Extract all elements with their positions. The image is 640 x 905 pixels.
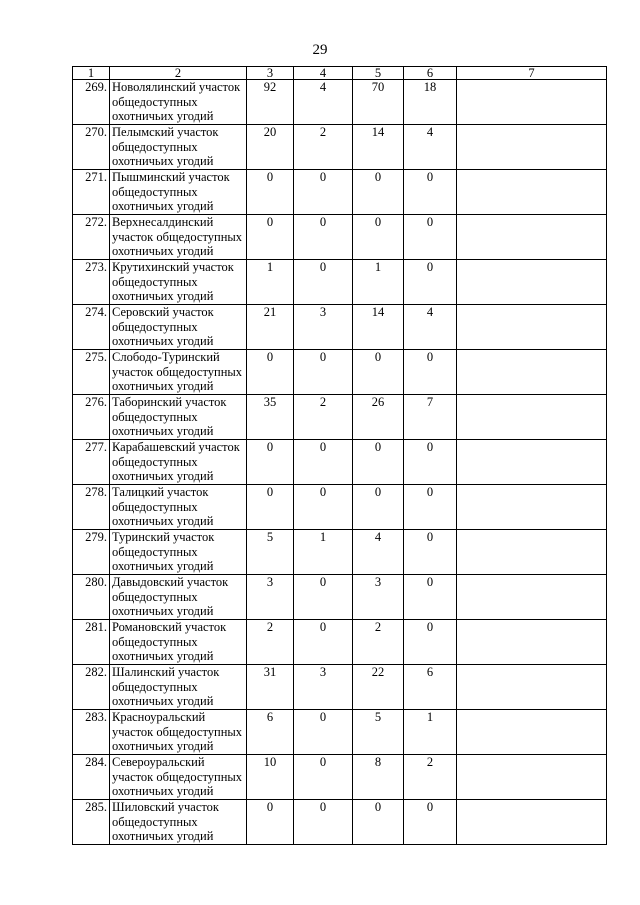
table-row	[73, 800, 607, 845]
value-cell: 0	[353, 800, 404, 845]
value-cell: 0	[247, 170, 294, 215]
value-cell: 0	[247, 485, 294, 530]
area-name-cell: Шалинский участок общедоступных охотничьих угодий	[110, 665, 247, 710]
table-row	[73, 620, 607, 665]
value-cell: 0	[294, 260, 353, 305]
table-row	[73, 485, 607, 530]
table-row	[73, 125, 607, 170]
table-row	[73, 80, 607, 125]
value-cell: 1	[404, 710, 457, 755]
value-cell: 2	[247, 620, 294, 665]
value-cell: 2	[294, 395, 353, 440]
value-cell: 7	[404, 395, 457, 440]
value-cell: 3	[294, 305, 353, 350]
value-cell: 0	[247, 440, 294, 485]
row-number-cell: 274.	[73, 305, 110, 350]
notes-cell	[457, 665, 607, 710]
header-row	[73, 67, 607, 80]
value-cell: 35	[247, 395, 294, 440]
area-name-cell: Пышминский участок общедоступных охотничьих угодий	[110, 170, 247, 215]
value-cell: 4	[353, 530, 404, 575]
table-row	[73, 395, 607, 440]
row-number-cell: 285.	[73, 800, 110, 845]
value-cell: 21	[247, 305, 294, 350]
value-cell: 2	[353, 620, 404, 665]
value-cell: 6	[247, 710, 294, 755]
hunting-grounds-table	[72, 66, 607, 845]
column-header: 2	[110, 67, 247, 80]
notes-cell	[457, 395, 607, 440]
value-cell: 0	[404, 215, 457, 260]
table-row	[73, 215, 607, 260]
column-header: 4	[294, 67, 353, 80]
value-cell: 0	[294, 440, 353, 485]
value-cell: 0	[404, 170, 457, 215]
value-cell: 0	[294, 170, 353, 215]
notes-cell	[457, 170, 607, 215]
row-number-cell: 269.	[73, 80, 110, 125]
table-row	[73, 665, 607, 710]
value-cell: 0	[353, 350, 404, 395]
value-cell: 2	[404, 755, 457, 800]
value-cell: 1	[294, 530, 353, 575]
area-name-cell: Таборинский участок общедоступных охотничьих угодий	[110, 395, 247, 440]
page-number: 29	[312, 42, 328, 58]
notes-cell	[457, 350, 607, 395]
area-name-cell: Новолялинский участок общедоступных охотничьих угодий	[110, 80, 247, 125]
notes-cell	[457, 305, 607, 350]
notes-cell	[457, 800, 607, 845]
area-name-cell: Крутихинский участок общедоступных охотничьих угодий	[110, 260, 247, 305]
value-cell: 0	[247, 350, 294, 395]
row-number-cell: 272.	[73, 215, 110, 260]
value-cell: 5	[247, 530, 294, 575]
notes-cell	[457, 260, 607, 305]
value-cell: 0	[404, 620, 457, 665]
table-row	[73, 575, 607, 620]
notes-cell	[457, 620, 607, 665]
value-cell: 5	[353, 710, 404, 755]
value-cell: 20	[247, 125, 294, 170]
value-cell: 0	[294, 215, 353, 260]
notes-cell	[457, 575, 607, 620]
column-header: 6	[404, 67, 457, 80]
value-cell: 4	[294, 80, 353, 125]
value-cell: 0	[404, 350, 457, 395]
value-cell: 0	[353, 215, 404, 260]
column-header: 5	[353, 67, 404, 80]
value-cell: 14	[353, 125, 404, 170]
value-cell: 4	[404, 305, 457, 350]
notes-cell	[457, 710, 607, 755]
table-body	[73, 80, 607, 845]
table-row	[73, 440, 607, 485]
value-cell: 3	[353, 575, 404, 620]
area-name-cell: Карабашевский участок общедоступных охотничьих угодий	[110, 440, 247, 485]
row-number-cell: 276.	[73, 395, 110, 440]
value-cell: 6	[404, 665, 457, 710]
value-cell: 70	[353, 80, 404, 125]
value-cell: 0	[294, 755, 353, 800]
row-number-cell: 279.	[73, 530, 110, 575]
value-cell: 10	[247, 755, 294, 800]
notes-cell	[457, 485, 607, 530]
value-cell: 0	[353, 170, 404, 215]
column-header: 3	[247, 67, 294, 80]
area-name-cell: Романовский участок общедоступных охотничьих угодий	[110, 620, 247, 665]
table-row	[73, 755, 607, 800]
notes-cell	[457, 440, 607, 485]
row-number-cell: 282.	[73, 665, 110, 710]
row-number-cell: 278.	[73, 485, 110, 530]
table-row	[73, 260, 607, 305]
value-cell: 3	[294, 665, 353, 710]
value-cell: 22	[353, 665, 404, 710]
table-row	[73, 170, 607, 215]
value-cell: 0	[294, 350, 353, 395]
value-cell: 0	[247, 800, 294, 845]
row-number-cell: 283.	[73, 710, 110, 755]
value-cell: 8	[353, 755, 404, 800]
column-header: 1	[73, 67, 110, 80]
value-cell: 2	[294, 125, 353, 170]
area-name-cell: Красноуральский участок общедоступных охотничьих угодий	[110, 710, 247, 755]
table-row	[73, 710, 607, 755]
area-name-cell: Давыдовский участок общедоступных охотничьих угодий	[110, 575, 247, 620]
table-row	[73, 350, 607, 395]
value-cell: 0	[294, 620, 353, 665]
area-name-cell: Шиловский участок общедоступных охотничьих угодий	[110, 800, 247, 845]
column-header: 7	[457, 67, 607, 80]
value-cell: 0	[404, 800, 457, 845]
value-cell: 0	[404, 530, 457, 575]
notes-cell	[457, 125, 607, 170]
value-cell: 0	[404, 440, 457, 485]
area-name-cell: Пелымский участок общедоступных охотничьих угодий	[110, 125, 247, 170]
value-cell: 3	[247, 575, 294, 620]
value-cell: 4	[404, 125, 457, 170]
value-cell: 0	[294, 575, 353, 620]
notes-cell	[457, 80, 607, 125]
row-number-cell: 275.	[73, 350, 110, 395]
notes-cell	[457, 755, 607, 800]
value-cell: 0	[294, 485, 353, 530]
row-number-cell: 281.	[73, 620, 110, 665]
notes-cell	[457, 530, 607, 575]
area-name-cell: Серовский участок общедоступных охотничьих угодий	[110, 305, 247, 350]
value-cell: 0	[404, 260, 457, 305]
row-number-cell: 284.	[73, 755, 110, 800]
value-cell: 0	[294, 800, 353, 845]
value-cell: 0	[404, 485, 457, 530]
table-row	[73, 305, 607, 350]
value-cell: 0	[353, 485, 404, 530]
area-name-cell: Туринский участок общедоступных охотничьих угодий	[110, 530, 247, 575]
area-name-cell: Талицкий участок общедоступных охотничьих угодий	[110, 485, 247, 530]
area-name-cell: Верхнесалдинский участок общедоступных охотничьих угодий	[110, 215, 247, 260]
value-cell: 92	[247, 80, 294, 125]
value-cell: 0	[247, 215, 294, 260]
value-cell: 0	[404, 575, 457, 620]
table-row	[73, 530, 607, 575]
value-cell: 0	[353, 440, 404, 485]
row-number-cell: 273.	[73, 260, 110, 305]
row-number-cell: 277.	[73, 440, 110, 485]
area-name-cell: Слободо-Туринский участок общедоступных охотничьих угодий	[110, 350, 247, 395]
notes-cell	[457, 215, 607, 260]
value-cell: 1	[247, 260, 294, 305]
value-cell: 14	[353, 305, 404, 350]
value-cell: 26	[353, 395, 404, 440]
row-number-cell: 270.	[73, 125, 110, 170]
value-cell: 0	[294, 710, 353, 755]
area-name-cell: Североуральский участок общедоступных охотничьих угодий	[110, 755, 247, 800]
row-number-cell: 271.	[73, 170, 110, 215]
value-cell: 18	[404, 80, 457, 125]
value-cell: 1	[353, 260, 404, 305]
row-number-cell: 280.	[73, 575, 110, 620]
value-cell: 31	[247, 665, 294, 710]
